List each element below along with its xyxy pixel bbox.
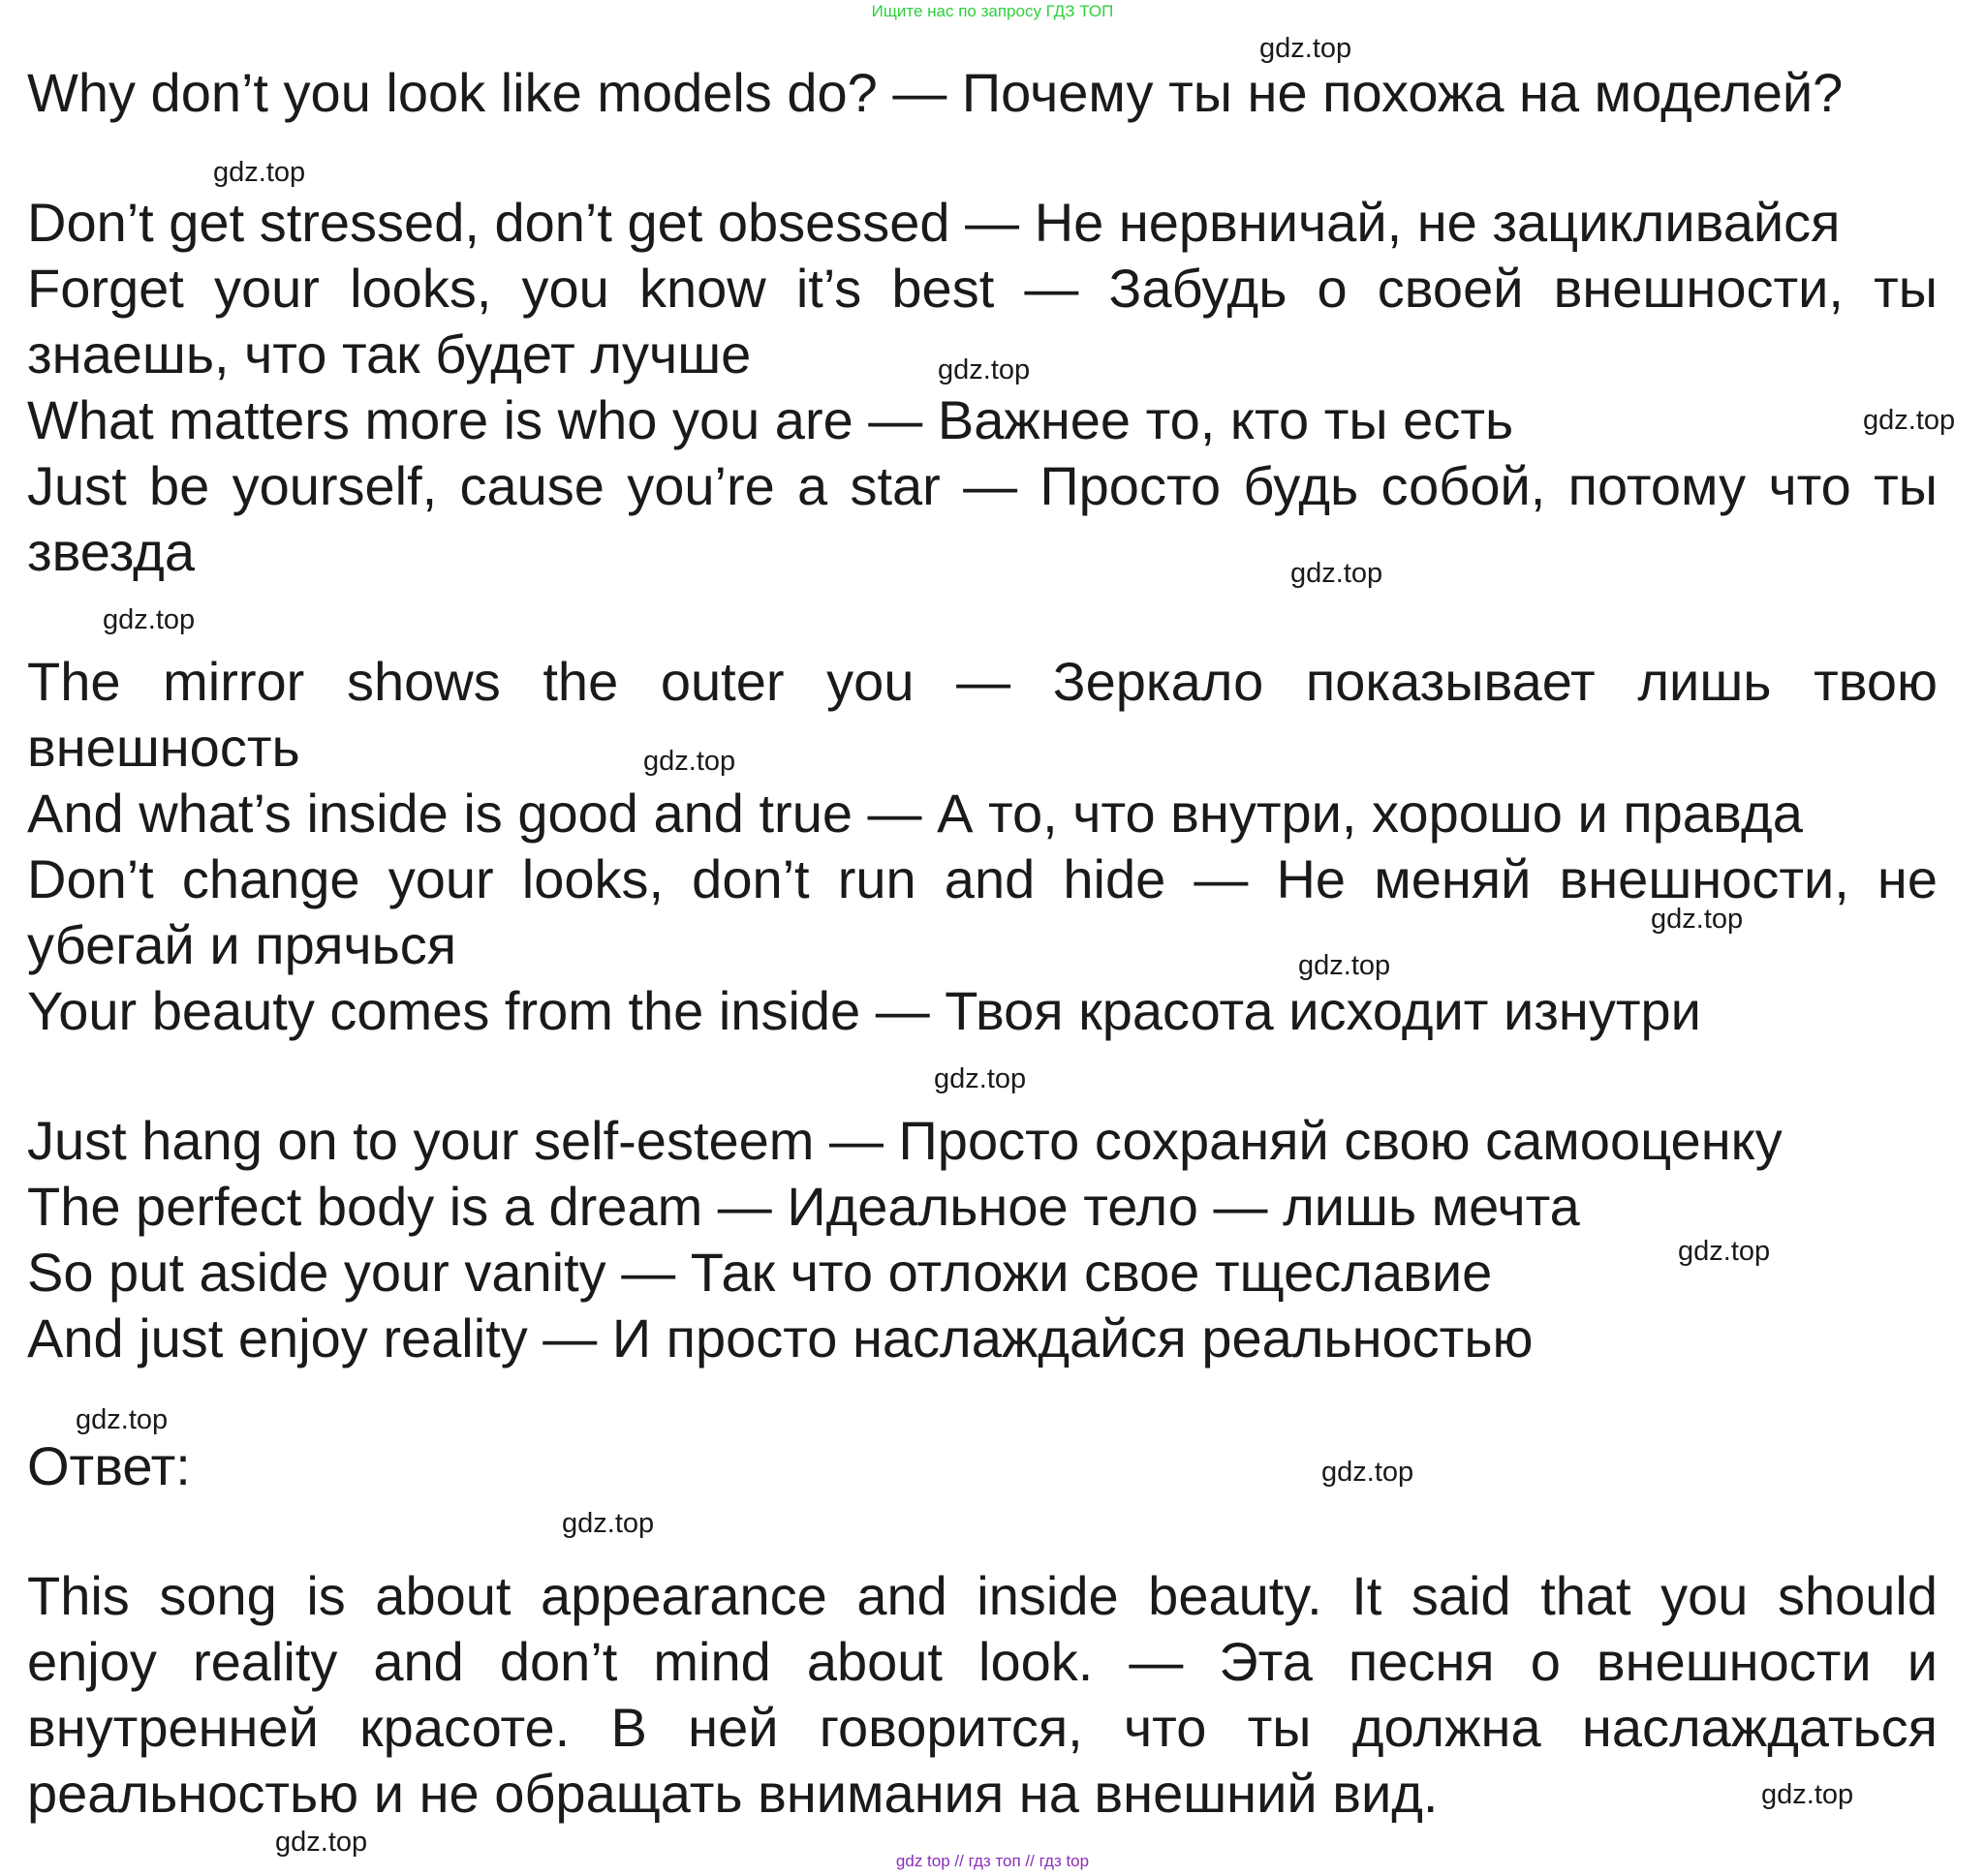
watermark: gdz.top xyxy=(76,1404,169,1435)
watermark: gdz.top xyxy=(1298,950,1391,981)
watermark: gdz.top xyxy=(1651,904,1744,935)
lyric-line: And just enjoy reality — И просто наслаждайся реальностью xyxy=(27,1307,1534,1369)
answer-line: внутренней красоте. В ней говорится, что ты должна наслаждаться xyxy=(27,1697,1938,1758)
watermark: gdz.top xyxy=(562,1508,655,1539)
watermark: gdz.top xyxy=(643,746,736,777)
footer-links: gdz top // гдз топ // гдз top xyxy=(895,1852,1090,1870)
lyric-line: Don’t get stressed, don’t get obsessed — Не нервничай, не зацикливайся xyxy=(27,192,1841,253)
answer-line: реальностью и не обращать внимания на внешний вид. xyxy=(27,1763,1439,1824)
watermark: gdz.top xyxy=(1259,33,1352,64)
lyric-line: What matters more is who you are — Важнее то, кто ты есть xyxy=(27,389,1514,450)
lyric-line: знаешь, что так будет лучше xyxy=(27,323,752,384)
watermark: gdz.top xyxy=(1290,558,1383,589)
top-banner: Ищите нас по запросу ГДЗ ТОП xyxy=(871,2,1114,20)
watermark: gdz.top xyxy=(1321,1457,1414,1488)
lyric-line: внешность xyxy=(27,717,300,778)
watermark: gdz.top xyxy=(1678,1236,1771,1267)
lyric-line: убегай и прячься xyxy=(27,914,457,975)
lyric-line: звезда xyxy=(27,521,195,582)
answer-line: This song is about appearance and inside beauty. It said that you should xyxy=(27,1565,1938,1626)
lyric-line: Just be yourself, cause you’re a star — Просто будь собой, потому что ты xyxy=(27,455,1938,516)
watermark: gdz.top xyxy=(213,157,306,188)
answer-line: enjoy reality and don’t mind about look. — Эта песня о внешности и xyxy=(27,1631,1938,1692)
watermark: gdz.top xyxy=(103,604,196,635)
answer-label: Ответ: xyxy=(27,1435,191,1496)
watermark: gdz.top xyxy=(934,1063,1027,1094)
lyric-line: Why don’t you look like models do? — Почему ты не похожа на моделей? xyxy=(27,62,1844,123)
lyric-line: Don’t change your looks, don’t run and hide — Не меняй внешности, не xyxy=(27,848,1938,909)
watermark: gdz.top xyxy=(1863,405,1956,436)
watermark: gdz.top xyxy=(1761,1779,1854,1810)
lyric-line: So put aside your vanity — Так что отложи свое тщеславие xyxy=(27,1242,1493,1303)
watermark: gdz.top xyxy=(938,354,1031,385)
lyric-line: And what’s inside is good and true — А то, что внутри, хорошо и правда xyxy=(27,783,1803,844)
lyric-line: Forget your looks, you know it’s best — Забудь о своей внешности, ты xyxy=(27,258,1938,319)
lyric-line: The mirror shows the outer you — Зеркало показывает лишь твою xyxy=(27,651,1938,712)
lyric-line: Just hang on to your self-esteem — Просто сохраняй свою самооценку xyxy=(27,1110,1783,1171)
lyric-line: Your beauty comes from the inside — Твоя красота исходит изнутри xyxy=(27,980,1701,1041)
watermark: gdz.top xyxy=(275,1827,368,1858)
lyric-line: The perfect body is a dream — Идеальное тело — лишь мечта xyxy=(27,1176,1580,1237)
